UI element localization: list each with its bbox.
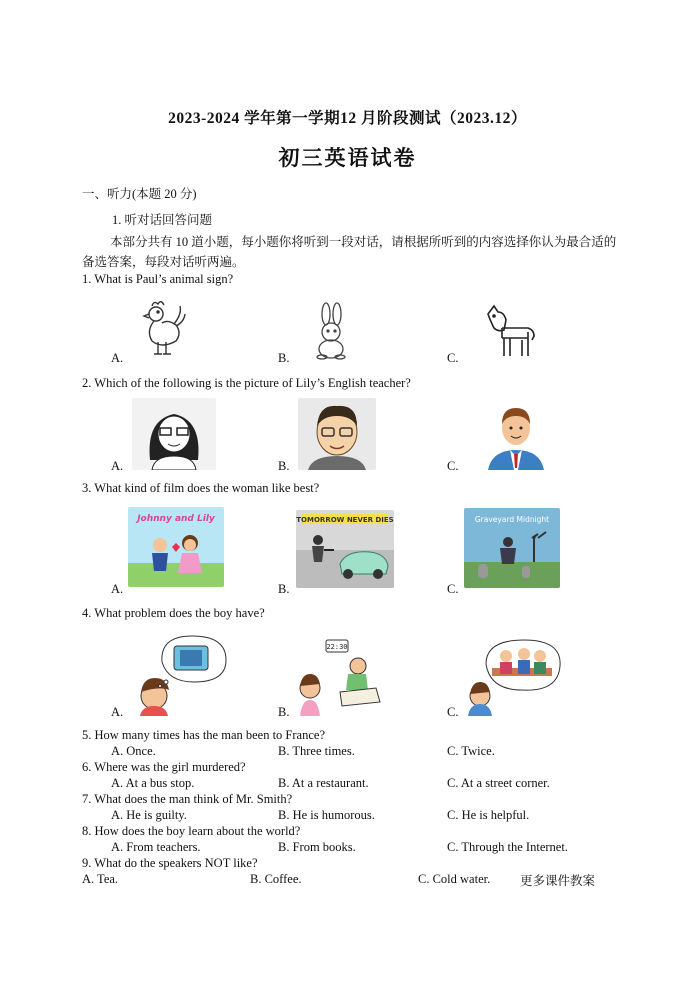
q4-option-c[interactable]: C. — [447, 705, 459, 719]
q6-option-a[interactable]: A. At a bus stop. — [111, 776, 195, 790]
rabbit-drawing[interactable] — [308, 302, 354, 360]
exam-title: 2023-2024 学年第一学期12 月阶段测试（2023.12） — [168, 110, 527, 127]
q4-option-a[interactable]: A. — [111, 705, 124, 719]
q1-option-b[interactable]: B. — [278, 351, 290, 365]
question-3: 3. What kind of film does the woman like best? — [82, 481, 320, 495]
woman-with-glasses-drawing[interactable] — [132, 398, 216, 470]
q7-option-a[interactable]: A. He is guilty. — [111, 808, 187, 822]
watermark-text: 更多课件教案 — [520, 873, 596, 888]
q2-option-a[interactable]: A. — [111, 459, 124, 473]
part-instruction: 本部分共有 10 道小题，每小题你将听到一段对话，请根据所听到的内容选择你认为最合适的备选答案，每段对话听两遍。 — [82, 235, 617, 269]
q2-option-c[interactable]: C. — [447, 459, 459, 473]
part-heading: 1. 听对话回答问题 — [112, 213, 213, 227]
man-with-glasses-drawing[interactable] — [298, 398, 376, 470]
exam-subtitle: 初三英语试卷 — [278, 146, 417, 170]
q9-option-b[interactable]: B. Coffee. — [250, 872, 302, 886]
question-8: 8. How does the boy learn about the world? — [82, 824, 301, 838]
q6-option-b[interactable]: B. At a restaurant. — [278, 776, 369, 790]
question-7: 7. What does the man think of Mr. Smith? — [82, 792, 293, 806]
question-2: 2. Which of the following is the picture of Lily’s English teacher? — [82, 376, 411, 390]
q6-option-c[interactable]: C. At a street corner. — [447, 776, 550, 790]
q3-option-b[interactable]: B. — [278, 582, 290, 596]
horror-film-poster[interactable] — [464, 508, 560, 588]
q9-option-c[interactable]: C. Cold water. — [418, 872, 491, 886]
q4-option-b[interactable]: B. — [278, 705, 290, 719]
poster-title-c: Graveyard Midnight — [474, 515, 550, 524]
question-5: 5. How many times has the man been to France? — [82, 728, 325, 742]
section-heading: 一、听力(本题 20 分) — [82, 187, 197, 201]
question-9: 9. What do the speakers NOT like? — [82, 856, 258, 870]
clock-time: 22:30 — [326, 643, 348, 651]
boy-thinking-of-friends-drawing[interactable] — [466, 638, 562, 716]
horse-drawing[interactable] — [480, 302, 540, 362]
question-4: 4. What problem does the boy have? — [82, 606, 265, 620]
q7-option-b[interactable]: B. He is humorous. — [278, 808, 375, 822]
q3-option-a[interactable]: A. — [111, 582, 124, 596]
poster-title-a: Johnny and Lily — [137, 514, 215, 524]
q8-option-a[interactable]: A. From teachers. — [111, 840, 201, 854]
q9-option-a[interactable]: A. Tea. — [82, 872, 119, 886]
rooster-drawing[interactable] — [136, 298, 186, 360]
man-in-suit-drawing[interactable] — [474, 398, 558, 470]
question-1: 1. What is Paul’s animal sign? — [82, 272, 234, 286]
q8-option-c[interactable]: C. Through the Internet. — [447, 840, 568, 854]
question-6: 6. Where was the girl murdered? — [82, 760, 246, 774]
q5-option-a[interactable]: A. Once. — [111, 744, 156, 758]
romance-film-poster[interactable] — [128, 507, 224, 587]
q3-option-c[interactable]: C. — [447, 582, 459, 596]
boy-dreaming-of-games-drawing[interactable] — [132, 632, 230, 716]
q2-option-b[interactable]: B. — [278, 459, 290, 473]
q5-option-b[interactable]: B. Three times. — [278, 744, 355, 758]
action-film-poster[interactable] — [296, 510, 394, 588]
q5-option-c[interactable]: C. Twice. — [447, 744, 495, 758]
boy-doing-homework-late-drawing[interactable] — [296, 634, 382, 716]
q1-option-a[interactable]: A. — [111, 351, 124, 365]
q1-option-c[interactable]: C. — [447, 351, 459, 365]
q8-option-b[interactable]: B. From books. — [278, 840, 356, 854]
poster-title-b: TOMORROW NEVER DIES — [296, 516, 394, 524]
q7-option-c[interactable]: C. He is helpful. — [447, 808, 530, 822]
